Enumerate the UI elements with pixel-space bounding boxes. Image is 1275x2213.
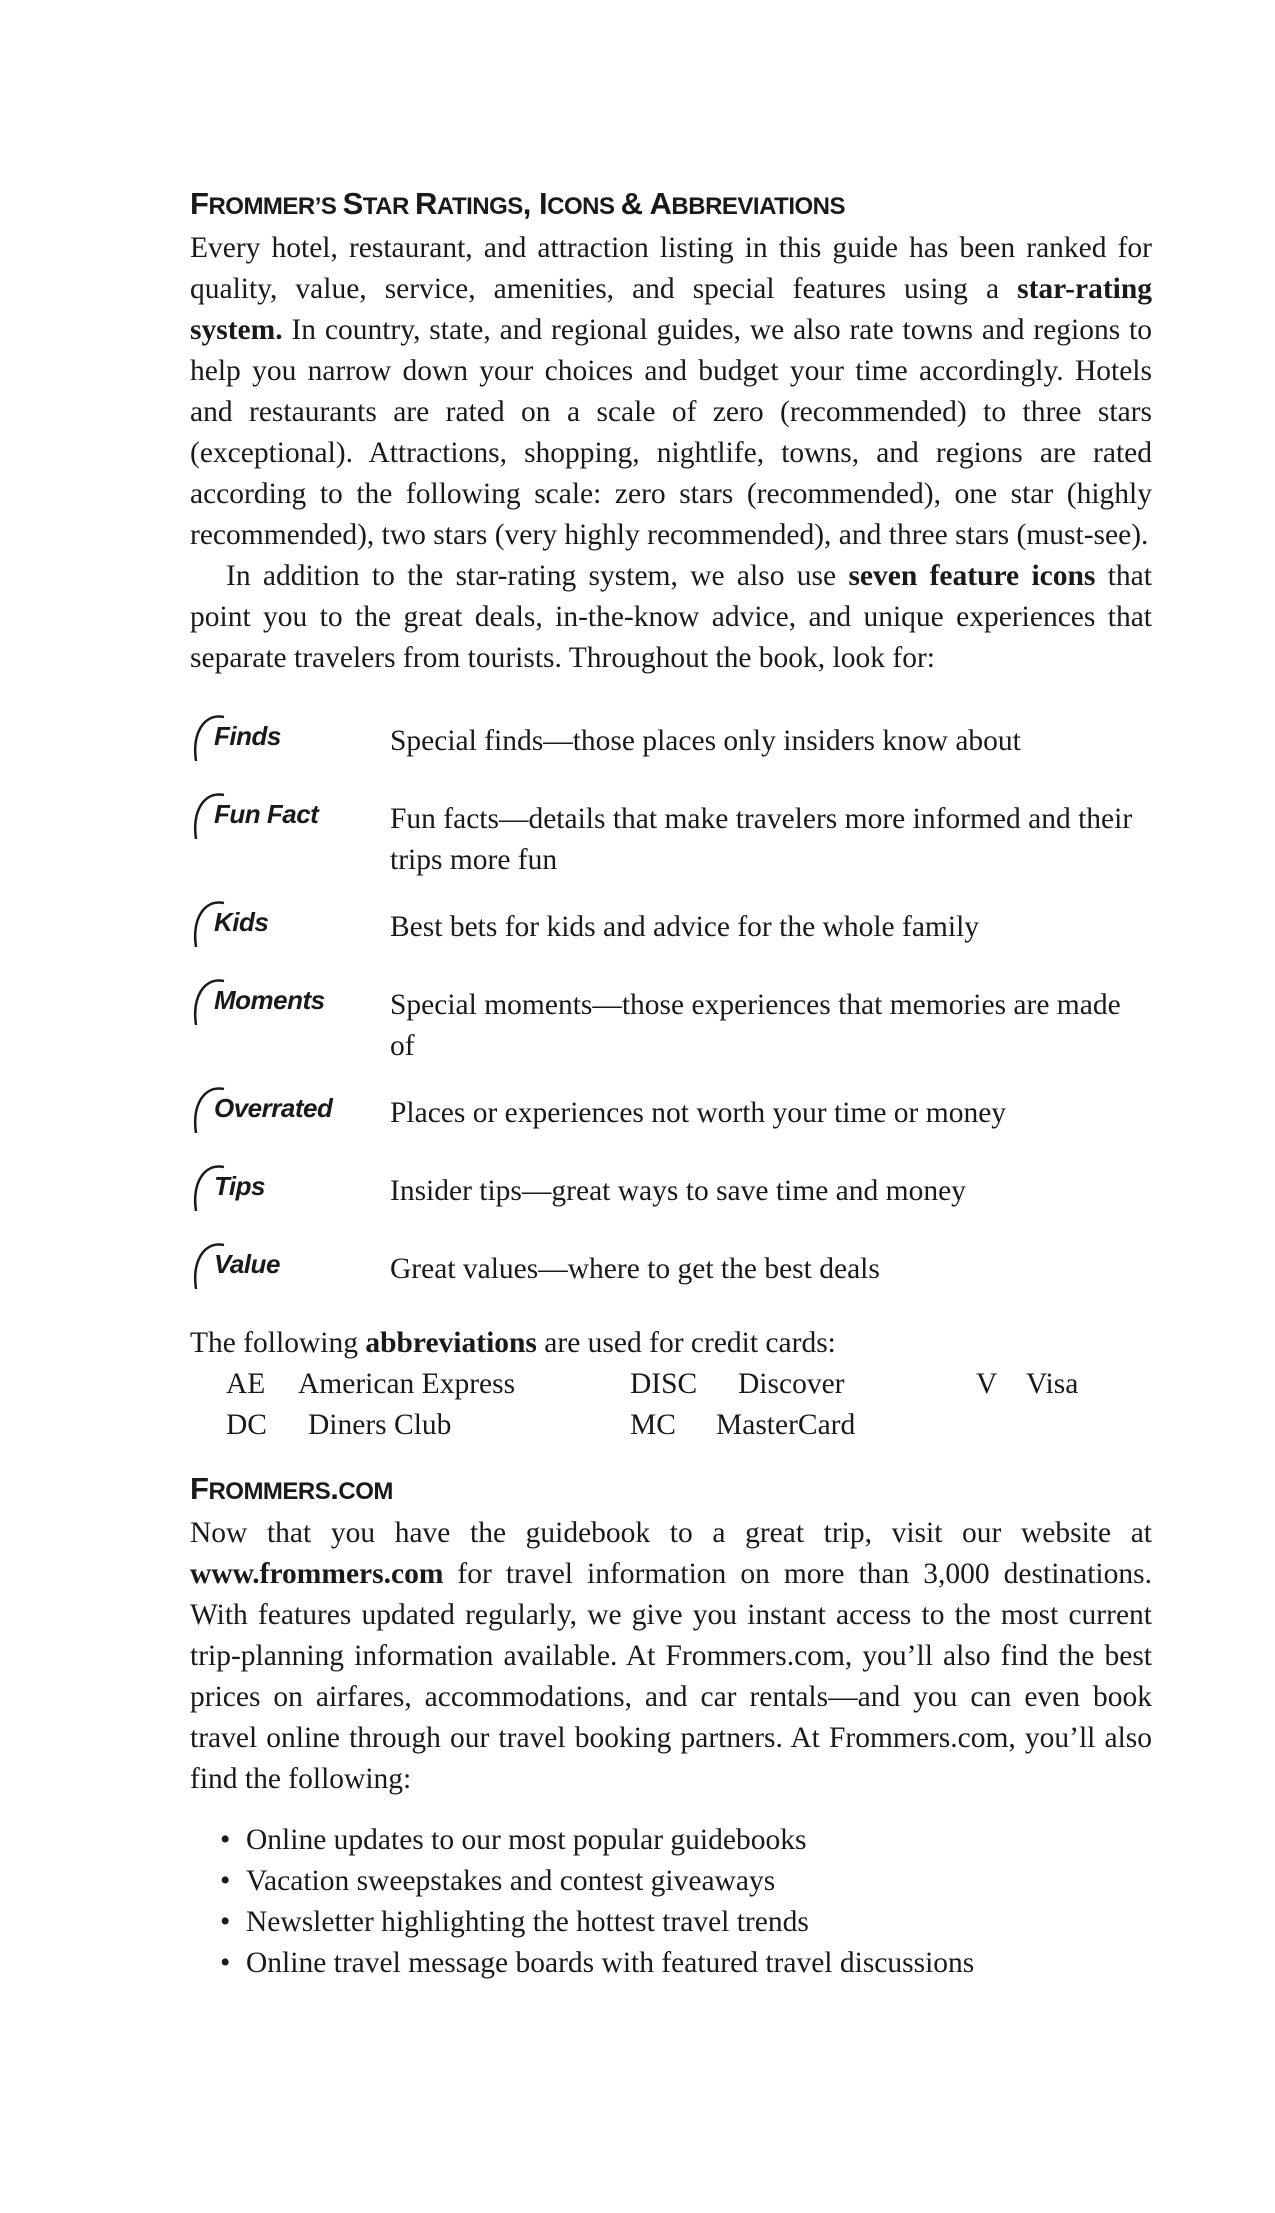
website-paragraph: Now that you have the guidebook to a great trip, visit our website at www.frommers.com for travel information on more than 3,000 destinations. With features updated regularly, we give you instant access to the most current trip-planning information available. At Frommers.com, you’ll also find the best prices on airfares, accommodations, and car rentals—and you can even book travel online through our travel booking partners. At Frommers.com, you’ll also find the following: xyxy=(190,1517,1152,1796)
website-features-list xyxy=(190,1820,1152,1984)
abbr-name: Discover xyxy=(738,1368,845,1401)
list-item: • Online updates to our most popular guidebooks xyxy=(190,1820,1152,1861)
list-item: • Newsletter highlighting the hottest travel trends xyxy=(190,1902,1152,1943)
feature-icons-list xyxy=(190,717,1152,1301)
value-icon: Value xyxy=(190,1245,390,1301)
section-heading-frommers-com: FROMMERS.COM xyxy=(190,1471,393,1507)
intro-paragraph: Every hotel, restaurant, and attraction listing in this guide has been ranked for quality, value, service, amenities, and special features using a star-rating system. In country, state, and regional guides, we also rate towns and regions to help you narrow down your choices and budget your time accordingly. Hotels and restaurants are rated on a scale of zero (recommended) to three stars (exceptional). Attractions, shopping, nightlife, towns, and regions are rated according to the following scale: zero stars (recommended), one star (highly recommended), two stars (very highly recommended), and three stars (must-see). xyxy=(190,232,1152,552)
icon-desc-fun-fact: Fun facts—details that make travelers more informed and their trips more fun xyxy=(390,803,1133,877)
icon-row-moments xyxy=(190,981,1152,1067)
abbr-code: MC xyxy=(630,1409,676,1442)
kids-icon: Kids xyxy=(190,903,390,959)
fun-fact-icon: Fun Fact xyxy=(190,795,390,851)
finds-icon: Finds xyxy=(190,717,390,773)
icon-row-kids xyxy=(190,903,1152,959)
list-item: • Online travel message boards with featured travel discussions xyxy=(190,1943,1152,1984)
icon-desc-overrated: Places or experiences not worth your time or money xyxy=(390,1097,1007,1130)
page xyxy=(190,185,1152,1984)
icon-desc-tips: Insider tips—great ways to save time and money xyxy=(390,1175,966,1208)
section-heading-star-ratings: FROMMER’S STAR RATINGS, ICONS & ABBREVIATIONS xyxy=(190,186,845,221)
icon-desc-moments: Special moments—those experiences that memories are made of xyxy=(390,989,1121,1063)
abbr-name: Visa xyxy=(1026,1368,1079,1401)
icon-row-fun-fact xyxy=(190,795,1152,881)
abbr-code: V xyxy=(976,1368,998,1401)
icon-desc-value: Great values—where to get the best deals xyxy=(390,1253,880,1286)
abbr-name: American Express xyxy=(298,1368,516,1401)
overrated-icon: Overrated xyxy=(190,1089,390,1145)
abbreviations-table xyxy=(190,1364,1152,1448)
tips-icon: Tips xyxy=(190,1167,390,1223)
moments-icon: Moments xyxy=(190,981,390,1037)
list-item: • Vacation sweepstakes and contest giveaways xyxy=(190,1861,1152,1902)
abbr-code: DISC xyxy=(630,1368,698,1401)
icon-row-overrated xyxy=(190,1089,1152,1145)
abbreviations-intro: The following abbreviations are used for credit cards: xyxy=(190,1327,836,1360)
icon-row-finds xyxy=(190,717,1152,773)
abbr-name: Diners Club xyxy=(308,1409,452,1442)
icon-row-tips xyxy=(190,1167,1152,1223)
icon-row-value xyxy=(190,1245,1152,1301)
abbr-code: DC xyxy=(226,1409,267,1442)
icon-desc-finds: Special finds—those places only insiders know about xyxy=(390,725,1021,758)
abbr-name: MasterCard xyxy=(716,1409,856,1442)
icon-desc-kids: Best bets for kids and advice for the whole family xyxy=(390,911,980,944)
abbr-code: AE xyxy=(226,1368,266,1401)
feature-icons-paragraph: In addition to the star-rating system, we also use seven feature icons that point you to the great deals, in-the-know advice, and unique experiences that separate travelers from tourists. Throughout the book, look for: xyxy=(190,560,1152,675)
